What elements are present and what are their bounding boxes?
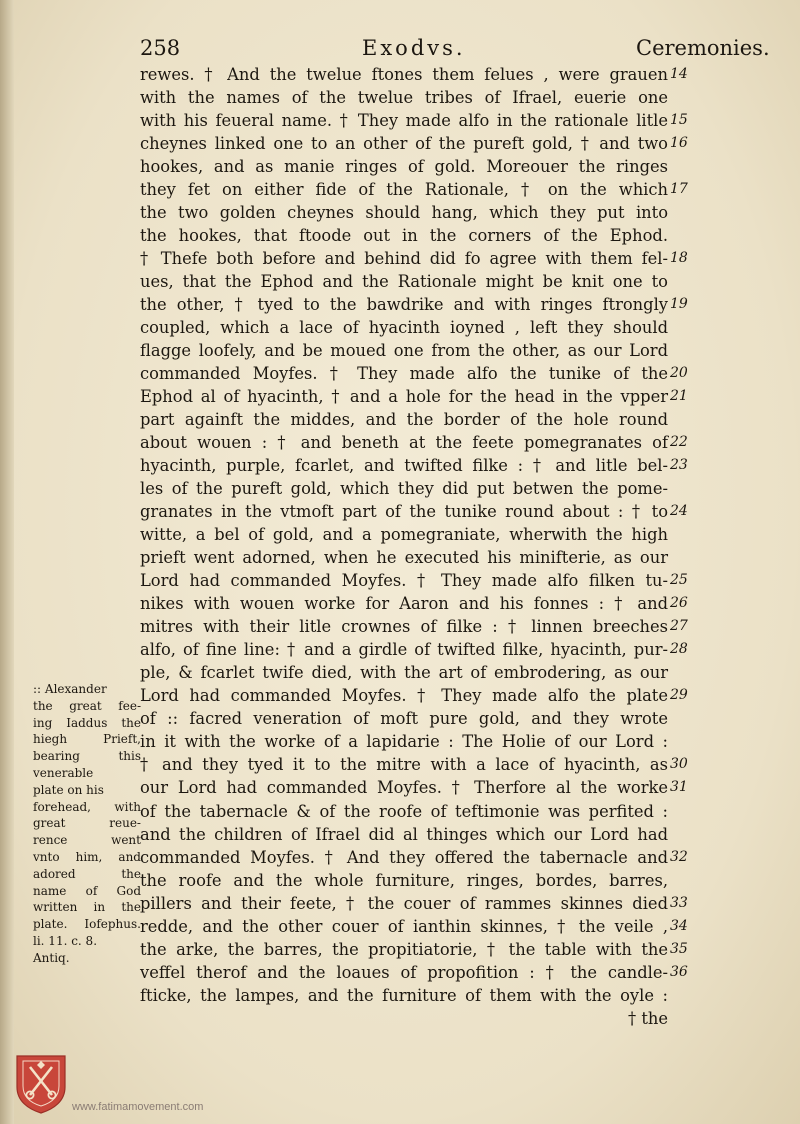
verse-number: 22 (670, 434, 688, 451)
text-line: hyacinth, purple, fcarlet, and twifted filke : † and litle bel- (140, 456, 668, 476)
text-line: redde, and the other couer of ianthin skinnes, † the veile , (140, 916, 668, 936)
margin-note-line: bearing this (33, 749, 141, 764)
verse-number: 32 (670, 848, 688, 865)
verse-numbers-column (670, 63, 700, 1030)
verse-number: 18 (670, 250, 688, 267)
margin-note-line: ing Iaddus the (33, 715, 141, 730)
text-line: in it with the worke of a lapidarie : The Holie of our Lord : (140, 732, 668, 752)
verse-number (670, 707, 700, 730)
verse-number: 16 (670, 135, 688, 152)
verse-number: 29 (670, 687, 688, 704)
text-line: ple, & fcarlet twife died, with the art of embrodering, as our (140, 663, 668, 683)
verse-number: 31 (670, 779, 688, 796)
text-line: hookes, and as manie ringes of gold. Moreouer the ringes (140, 157, 668, 177)
text-line: our Lord had commanded Moyfes. † Therfore al the worke (140, 778, 668, 798)
text-line: commanded Moyfes. † They made alfo the tunike of the (140, 364, 668, 384)
text-line: pillers and their feete, † the couer of rammes skinnes died (140, 893, 668, 913)
verse-number: 27 (670, 618, 688, 635)
margin-note-line: hiegh Prieft, (33, 732, 141, 747)
text-line: they fet on either fide of the Rationale, † on the which (140, 180, 668, 200)
margin-note-line: name of God (33, 883, 141, 898)
verse-number: 19 (670, 296, 688, 313)
verse-number: 34 (670, 917, 688, 934)
verse-number: 21 (670, 388, 688, 405)
verse-number: 26 (670, 595, 688, 612)
text-line: † the (628, 1008, 668, 1028)
margin-note-line: forehead, with (33, 799, 141, 814)
verse-number (670, 339, 700, 362)
text-line: with his feueral name. † They made alfo in the rationale litle (140, 111, 668, 131)
verse-number (670, 1007, 700, 1030)
margin-note (33, 681, 141, 967)
verse-number (670, 730, 700, 753)
text-line: of the tabernacle & of the roofe of teftimonie was perfited : (140, 801, 668, 821)
text-line: cheynes linked one to an other of the pureft gold, † and two (140, 134, 668, 154)
text-line: granates in the vtmoft part of the tunike round about : † to (140, 502, 668, 522)
margin-note-line: vnto him, and (33, 849, 141, 864)
verse-number (670, 408, 700, 431)
footer-url[interactable]: www.fatimamovement.com (72, 1101, 204, 1113)
text-line: with the names of the twelue tribes of Ifrael, euerie one (140, 88, 668, 108)
margin-note-line: written in the (33, 900, 141, 915)
text-line: Ephod al of hyacinth, † and a hole for the head in the vpper (140, 387, 668, 407)
verse-number (670, 546, 700, 569)
verse-number (670, 86, 700, 109)
margin-note-line: rence went (33, 833, 141, 848)
verse-number (670, 800, 700, 823)
verse-number: 20 (670, 365, 688, 382)
verse-number: 17 (670, 181, 688, 198)
verse-number: 36 (670, 963, 688, 980)
verse-number: 15 (670, 112, 688, 129)
text-line: mitres with their litle crownes of filke : † linnen breeches (140, 617, 668, 637)
running-head (0, 36, 800, 66)
verse-number: 23 (670, 457, 688, 474)
verse-number (670, 523, 700, 546)
body-text (140, 63, 668, 1030)
verse-number (670, 823, 700, 846)
text-line: les of the pureft gold, which they did put betwen the pome- (140, 479, 668, 499)
verse-number: 33 (670, 894, 688, 911)
verse-number (670, 984, 700, 1007)
text-line: the other, † tyed to the bawdrike and with ringes ftrongly (140, 295, 668, 315)
verse-number: 25 (670, 572, 688, 589)
text-line: Lord had commanded Moyfes. † They made alfo filken tu- (140, 571, 668, 591)
margin-note-line: plate. Iofephus. (33, 917, 141, 932)
margin-note-line: li. 11. c. 8. (33, 933, 98, 948)
section-title: Ceremonies. (636, 36, 770, 60)
text-line: commanded Moyfes. † And they offered the tabernacle and (140, 847, 668, 867)
verse-number: 30 (670, 756, 688, 773)
text-line: veffel therof and the loaues of propofition : † the candle- (140, 962, 668, 982)
text-line: the roofe and the whole furniture, ringes, bordes, barres, (140, 870, 668, 890)
margin-note-line: :: Alexander (33, 682, 107, 696)
text-line: ues, that the Ephod and the Rationale might be knit one to (140, 272, 668, 292)
page-number: 258 (140, 36, 181, 60)
book-title: Exodvs. (362, 36, 466, 60)
text-line: rewes. † And the twelue ftones them felues , were grauen (140, 65, 668, 84)
verse-number (670, 661, 700, 684)
verse-number: 14 (670, 66, 688, 82)
margin-note-line: adored the (33, 866, 141, 881)
verse-number (670, 477, 700, 500)
verse-number (670, 201, 700, 224)
text-line: about wouen : † and beneth at the feete pomegranates of (140, 433, 668, 453)
margin-note-line: plate on his (33, 782, 104, 797)
text-line: fticke, the lampes, and the furniture of them with the oyle : (140, 985, 668, 1005)
text-line: the arke, the barres, the propitiatorie, † the table with the (140, 939, 668, 959)
papal-keys-seal-icon (14, 1053, 68, 1115)
text-line: nikes with wouen worke for Aaron and his fonnes : † and (140, 594, 668, 614)
text-line: part againft the middes, and the border of the hole round (140, 410, 668, 430)
text-line: prieft went adorned, when he executed his minifterie, as our (140, 548, 668, 568)
verse-number (670, 316, 700, 339)
verse-number (670, 224, 700, 247)
verse-number: 35 (670, 940, 688, 957)
verse-number (670, 869, 700, 892)
text-line: coupled, which a lace of hyacinth ioyned , left they should (140, 318, 668, 338)
margin-note-line: the great fee- (33, 698, 141, 713)
text-line: the hookes, that ftoode out in the corners of the Ephod. (140, 226, 668, 246)
text-line: flagge loofely, and be moued one from the other, as our Lord (140, 341, 668, 361)
verse-number (670, 155, 700, 178)
margin-note-line: venerable (33, 765, 94, 780)
verse-number: 28 (670, 641, 688, 658)
text-line: alfo, of fine line: † and a girdle of twifted filke, hyacinth, pur- (140, 640, 668, 660)
text-line: of :: facred veneration of moft pure gold, and they wrote (140, 709, 668, 729)
book-binding-shadow (0, 0, 14, 1124)
text-line: Lord had commanded Moyfes. † They made alfo the plate (140, 686, 668, 706)
text-line: the two golden cheynes should hang, which they put into (140, 203, 668, 223)
margin-note-line: Antiq. (33, 950, 70, 965)
text-line: † Thefe both before and behind did fo agree with them fel- (140, 249, 668, 269)
text-line: and the children of Ifrael did al thinges which our Lord had (140, 824, 668, 844)
text-line: † and they tyed it to the mitre with a lace of hyacinth, as (140, 755, 668, 775)
text-line: witte, a bel of gold, and a pomegraniate, wherwith the high (140, 525, 668, 545)
verse-number: 24 (670, 503, 688, 520)
margin-note-line: great reue- (33, 816, 141, 831)
verse-number (670, 270, 700, 293)
